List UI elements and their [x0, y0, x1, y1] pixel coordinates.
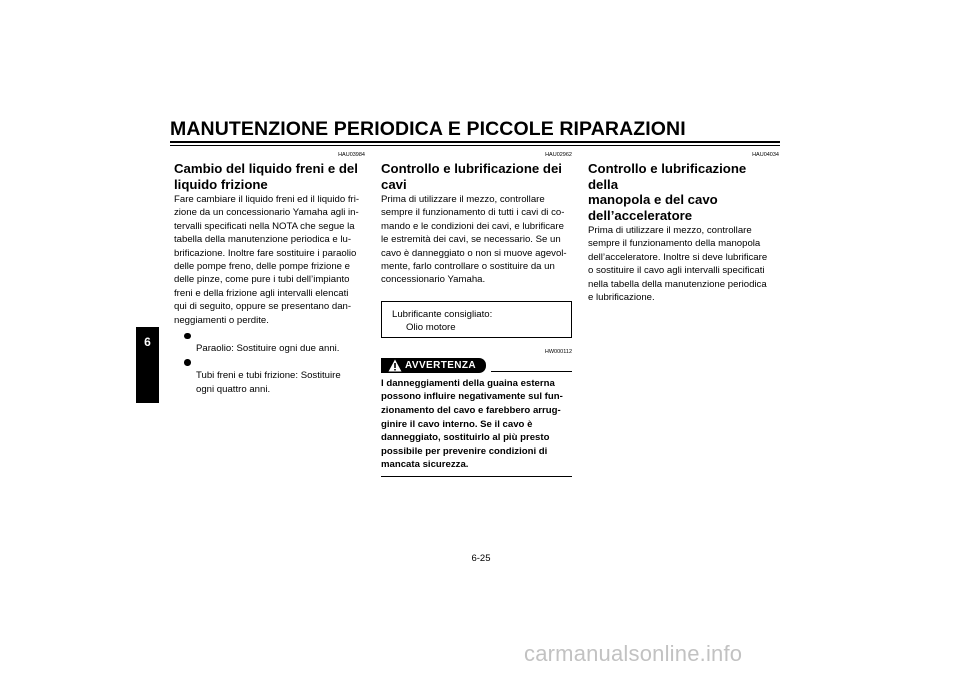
warning-code: HW000112	[544, 348, 572, 355]
bullet-dot-icon	[184, 333, 191, 340]
section-heading: Controllo e lubrificazione dei cavi	[381, 161, 562, 192]
warning-label: AVVERTENZA	[405, 359, 477, 371]
page-header-title: MANUTENZIONE PERIODICA E PICCOLE RIPARAZIONI	[170, 118, 686, 140]
header-rule-thin	[170, 145, 780, 146]
list-item-text: Tubi freni e tubi frizione: Sostituire ogni quattro anni.	[196, 370, 341, 395]
list-item	[174, 356, 365, 396]
header-rule-thick	[170, 141, 780, 143]
list-item-text: Paraolio: Sostituire ogni due anni.	[196, 343, 340, 355]
section-heading: Cambio del liquido freni e del liquido frizione	[174, 161, 358, 192]
warning-bar	[381, 358, 572, 376]
lubricant-value: Olio motore	[406, 321, 456, 333]
section-body: Fare cambiare il liquido freni ed il liquido fri- zione da un concessionario Yamaha agli in- tervalli specificati nella NOTA che segue la tabella della manutenzione periodica e lu- brificazione. Inoltre fare sostituire i paraolio delle pompe freno, delle pompe frizione e delle pinze, come pure i tubi dell’impianto freni e della frizione agli intervalli elencati qui di seguito, oppure se presentano dan- neggiamenti o perdite.	[174, 194, 360, 326]
watermark: carmanualsonline.info	[524, 641, 743, 666]
warning-text: I danneggiamenti della guaina esterna possono influire negativamente sul fun- zionamento del cavo e farebbero arrug- ginire il cavo interno. Se il cavo è danneggiato, sostituirlo al più presto possibile per prevenire condizioni di mancata sicurezza.	[381, 377, 572, 477]
section-throttle-grip-cable	[588, 152, 779, 304]
section-body: Prima di utilizzare il mezzo, controllare sempre il funzionamento di tutti i cavi di co- mando e le condizioni dei cavi, e lubrificare le estremità dei cavi, se necessario. Se un cavo è danneggiato o non si muove agevol- mente, farlo controllare o sostituire da un concessionario Yamaha.	[381, 194, 567, 286]
section-code: HAU02962	[545, 152, 572, 158]
lubricant-box	[381, 301, 572, 338]
bullet-list	[174, 329, 365, 396]
bullet-dot-icon	[184, 359, 191, 366]
chapter-tab: 6	[136, 327, 159, 403]
list-item	[174, 329, 365, 356]
warning-badge	[381, 358, 486, 373]
page-number: 6-25	[471, 553, 491, 564]
section-code: HAU03984	[338, 152, 365, 158]
section-body: Prima di utilizzare il mezzo, controllare sempre il funzionamento della manopola dell’acceleratore. Inoltre si deve lubrificare o sostituire il cavo agli intervalli specificati nella tabella della manutenzione periodica e lubrificazione.	[588, 225, 768, 304]
section-heading: Controllo e lubrificazione della manopola e del cavo dell’acceleratore	[588, 161, 747, 223]
section-brake-clutch-fluid	[174, 152, 365, 396]
warning-triangle-icon	[388, 359, 402, 372]
section-cable-lubrication	[381, 152, 572, 477]
section-code: HAU04034	[752, 152, 779, 158]
lubricant-label: Lubrificante consigliato:	[392, 308, 493, 320]
warning-rule	[491, 371, 572, 373]
